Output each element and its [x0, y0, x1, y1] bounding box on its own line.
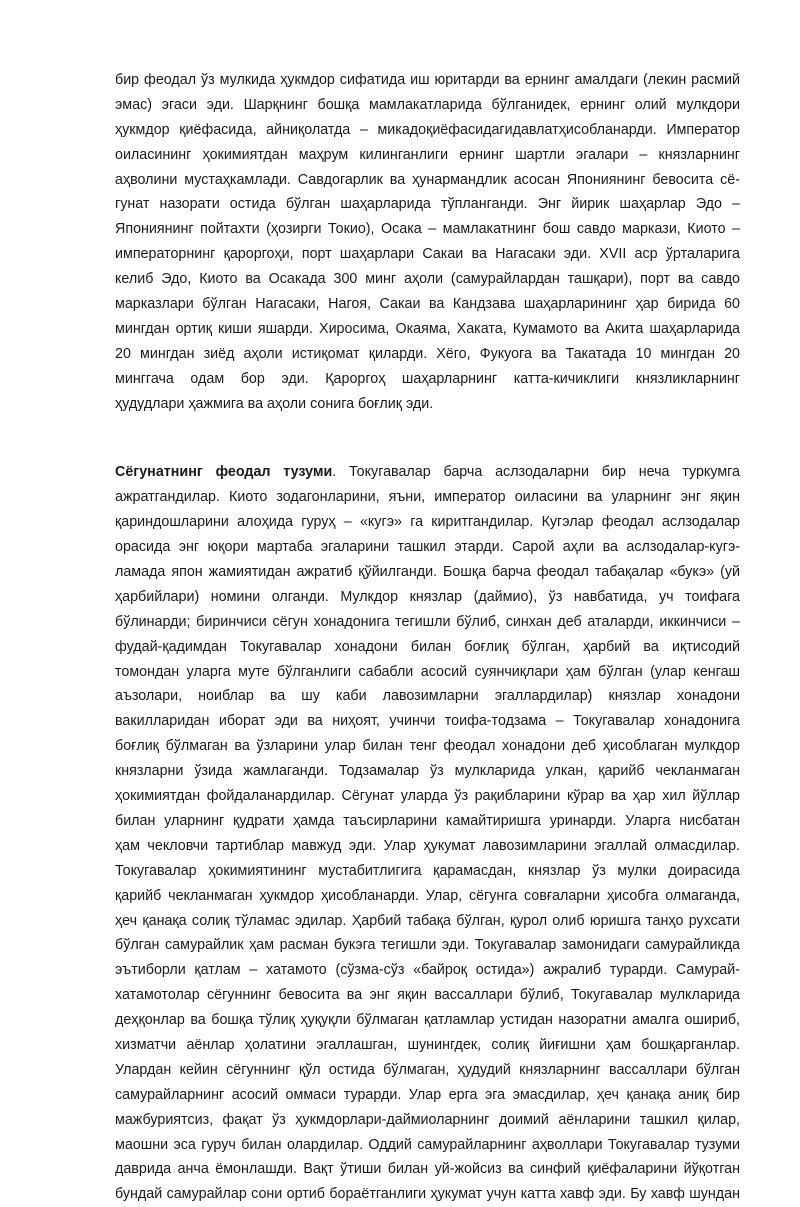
- text-line: ҳеч қанақа солиқ тўламас эдилар. Ҳарбий табақа бўлган, қурол олиб юришга танҳо рухсати: [115, 912, 740, 929]
- text-line: бўлган самурайлик ҳам расман букэга тегишли эди. Токугавалар замонидаги самурайликда: [115, 937, 740, 954]
- text-line: ҳарбийлари) номини олганди. Мулкдор князлар (даймио), ўз навбатида, уч тоифага: [115, 588, 740, 605]
- text-line: деҳқонлар ва бошқа тўлиқ ҳуқуқли бўлмаган қатламлар устидан назоратни амалга ошириб,: [115, 1012, 740, 1029]
- text-line: бир феодал ўз мулкида ҳукмдор сифатида иш юритарди ва ернинг амалдаги (лекин расмий: [115, 72, 740, 88]
- text-line: ҳукмдор қиёфасида, айниқолатда – микадоқиёфасидагидавлатҳисобланарди. Император: [115, 121, 740, 138]
- text-line: орасида энг юқори мартаба эгаларини ташкил этарди. Сарой аҳли ва аслзодалар-кугэ-: [115, 539, 740, 556]
- text-line: томондан уларга муте бўлганлиги сабабли асосий суянчиқлари ҳам бўлган (улар кенгаш: [115, 663, 740, 680]
- text-line: гунат назорати остида бўлган шаҳарларида тўпланганди. Энг йирик шаҳарлар Эдо –: [115, 196, 740, 213]
- text-line: 20 мингдан зиёд аҳоли истиқомат қиларди. Хёго, Фукуога ва Такатада 10 мингдан 20: [115, 345, 740, 362]
- text-line: ҳудудлари ҳажмига ва аҳоли сонига боғлиқ эди.: [115, 395, 434, 412]
- text-line: аъзолари, ноиблар ва шу каби лавозимларни эгаллардилар) князлар хонадони: [115, 688, 740, 705]
- text-line: князларни ўзида жамлаганди. Тодзамалар ўз мулкларида улкан, қарийб чекланмаган: [115, 763, 740, 780]
- text-line: мингдан ортиқ киши яшарди. Хиросима, Окаяма, Хаката, Кумамото ва Акита шаҳарларида: [115, 320, 740, 337]
- text-line: самурайларнинг асосий оммаси турарди. Улар ерга эга эмасдилар, ҳеч қанақа аниқ бир: [115, 1086, 740, 1103]
- text-line: ҳам чекловчи тартиблар мавжуд эди. Улар ҳукумат лавозимларини эгаллай олмасдилар.: [115, 837, 740, 854]
- paragraph-spacer: [115, 416, 740, 460]
- heading-line-rest: . Токугавалар барча аслзодаларни бир неча туркумга: [332, 464, 740, 481]
- text-line: ламада япон жамиятидан ажратиб қўйилганди. Бошқа барча феодал табақалар «букэ» (уй: [115, 564, 740, 581]
- text-line: марказлари бўлган Нагасаки, Нагоя, Сакаи ва Кандзава шаҳарларининг ҳар бирида 60: [115, 296, 740, 313]
- text-line: минггача одам бор эди. Қароргоҳ шаҳарларнинг катта-кичиклиги князликларнинг: [115, 370, 740, 387]
- text-line: даврида анча ёмонлашди. Вақт ўтиши билан уй-жойсиз ва синфий қиёфаларини йўқотган: [115, 1161, 740, 1178]
- text-line: [115, 460, 740, 485]
- text-line: эмас) эгаси эди. Шарқнинг бошқа мамлакатларида бўлганидек, ернинг олий мулкдори: [115, 96, 740, 113]
- text-line: хатамотолар сёгуннинг бевосита ва энг яқин вассаллари бўлиб, Токугавалар мулкларида: [115, 987, 740, 1004]
- text-line: императорнинг қароргоҳи, порт шаҳарлари Сакаи ва Нагасаки эди. XVII аср ўрталарига: [115, 246, 740, 263]
- text-line: ажратгандилар. Киото зодагонларини, яъни, император оиласини ва уларнинг энг яқин: [115, 489, 740, 506]
- section-heading: Сёгунатнинг феодал тузуми: [115, 464, 333, 481]
- text-line: оиласининг ҳокимиятдан маҳрум килинганлиги ернинг шартли эгалари – князларнинг: [115, 146, 740, 163]
- text-line: бундай самурайлар сони ортиб бораётганлиги ҳукумат учун катта хавф эди. Бу хавф шундан: [115, 1186, 740, 1203]
- text-line: Япониянинг пойтахти (ҳозирги Токио), Осака – мамлакатнинг бош савдо маркази, Киото –: [115, 221, 740, 238]
- text-line: эътиборли қатлам – хатамото (сўзма-сўз «байроқ остида») ажралиб турарди. Самурай-: [115, 962, 740, 979]
- text-line: Улардан кейин сёгуннинг қўл остида бўлмаган, ҳудудий князларнинг вассаллари бўлган: [115, 1061, 740, 1078]
- text-line: ҳокимиятдан фойдаланардилар. Сёгунат уларда ўз рақибларини кўрар ва ҳар хил йўллар: [115, 788, 740, 805]
- text-line: қариндошларини алоҳида гуруҳ – «кугэ» га киритгандилар. Кугэлар феодал аслзодалар: [115, 514, 740, 531]
- text-line: хизматчи аёнлар ҳолатини эгаллашган, шунингдек, солиқ йиғишни ҳам бошқарганлар.: [115, 1036, 740, 1053]
- text-line: бўлинарди; биринчиси сёгун хонадонига тегишли бўлиб, синхан деб аталарди, иккинчиси –: [115, 613, 740, 630]
- text-line: қарийб чекланмаган ҳукмдор ҳисобланарди. Улар, сёгунга совғаларни ҳисобга олмаганда,: [115, 887, 740, 904]
- text-line: Токугавалар ҳокимиятининг мустабитлигига қарамасдан, князлар ўз мулки доирасида: [115, 862, 740, 879]
- text-line: келиб Эдо, Киото ва Осакада 300 минг аҳоли (самурайлардан ташқари), порт ва савдо: [115, 271, 740, 288]
- text-line: маошни эса гуруч билан олардилар. Оддий самурайларнинг аҳволлари Токугавалар тузуми: [115, 1136, 740, 1153]
- text-line: вакилларидан иборат эди ва ниҳоят, учинчи тоифа-тодзама – Токугавалар хонадонига: [115, 713, 740, 730]
- paragraph-intro: [115, 68, 740, 416]
- text-line: мажбуриятсиз, фақат ўз ҳукмдорлари-даймиоларнинг доимий аёнларини ташкил қилар,: [115, 1111, 740, 1128]
- text-line: аҳволини мустаҳкамлади. Савдогарлик ва ҳунармандлик асосан Япониянинг бевосита сё-: [115, 171, 740, 188]
- text-line: боғлиқ бўлмаган ва ўзларини улар билан тенг феодал хонадони деб ҳисоблаган мулкдор: [115, 738, 740, 755]
- paragraph-feudal-system: [115, 460, 740, 1207]
- text-line: фудай-қадимдан Токугавалар хонадони билан боғлиқ бўлган, ҳарбий ва иқтисодий: [115, 638, 740, 655]
- document-page: [115, 68, 740, 1207]
- text-line: билан уларнинг қудрати ҳамда таъсирларини камайтиришга уринарди. Уларга нисбатан: [115, 812, 740, 829]
